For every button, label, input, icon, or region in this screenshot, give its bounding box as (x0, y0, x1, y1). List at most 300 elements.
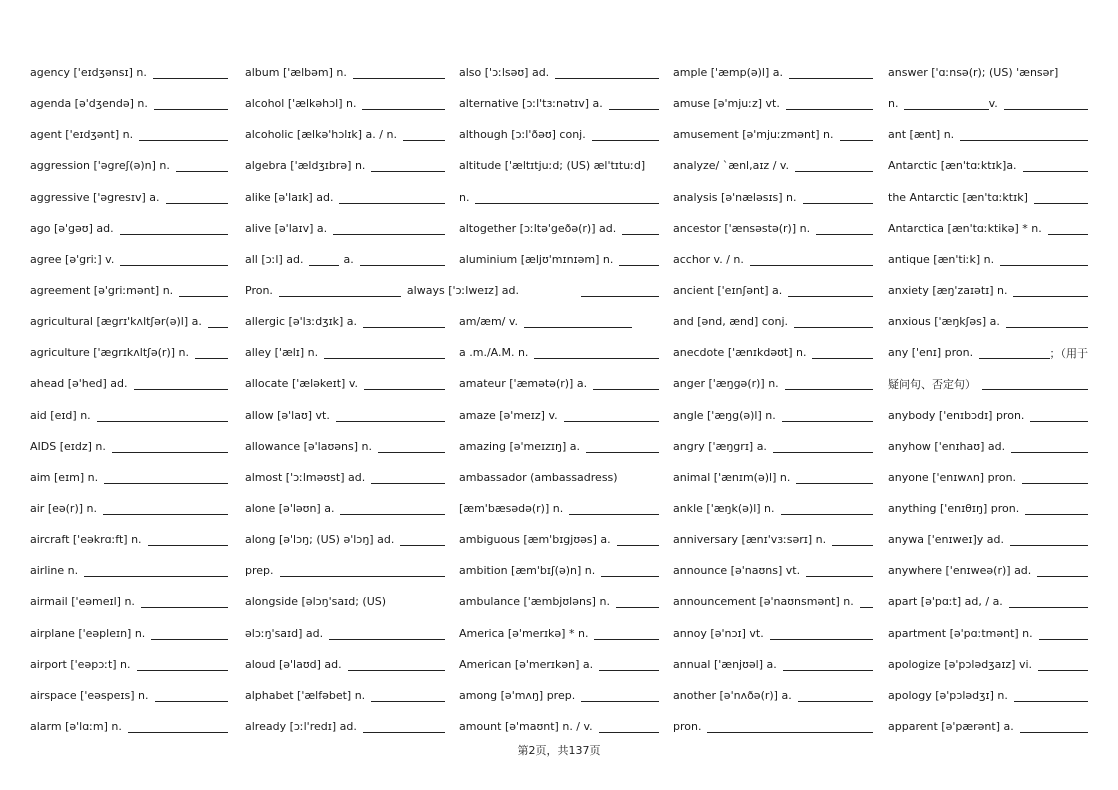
vocabulary-entry (245, 88, 445, 119)
entry-text: always ['ɔːlweɪz] ad. (406, 284, 519, 298)
answer-blank[interactable] (134, 377, 228, 390)
answer-blank[interactable] (982, 377, 1088, 390)
entry-text: along [ə'lɔŋ; (US) ə'lɔŋ] ad. (245, 533, 395, 547)
answer-blank[interactable] (904, 97, 988, 110)
vocabulary-entry (673, 431, 873, 462)
answer-blank[interactable] (592, 128, 659, 141)
vocabulary-entry (888, 275, 1088, 306)
entry-text: analyze/ `ænl,aɪz / v. (673, 159, 790, 173)
entry-text: n. (459, 190, 470, 204)
answer-blank[interactable] (795, 159, 873, 172)
vocabulary-entry (30, 150, 228, 181)
vocabulary-entry (245, 555, 445, 586)
vocabulary-entry (30, 213, 228, 244)
answer-blank[interactable] (586, 440, 659, 453)
entry-text: amount [ə'maʊnt] n. / v. (459, 720, 593, 734)
entry-text: already [ɔːl'redɪ] ad. (245, 720, 357, 734)
entry-text: annoy [ə'nɔɪ] vt. (673, 626, 764, 640)
answer-blank[interactable] (1000, 253, 1088, 266)
answer-blank[interactable] (179, 284, 228, 297)
entry-text: Antarctic [æn'tɑːktɪk]a. (888, 159, 1017, 173)
answer-blank[interactable] (840, 128, 873, 141)
entry-text: ant [ænt] n. (888, 128, 955, 142)
entry-text: altogether [ɔːltə'geðə(r)] ad. (459, 221, 617, 235)
answer-blank[interactable] (593, 377, 659, 390)
entry-text: Pron. (245, 284, 273, 298)
entry-text: n. (888, 97, 899, 111)
answer-blank[interactable] (1010, 533, 1088, 546)
vocabulary-entry (245, 493, 445, 524)
entry-text: aircraft ['eəkrɑːft] n. (30, 533, 142, 547)
answer-blank[interactable] (1038, 658, 1088, 671)
entry-text: almost ['ɔːlməʊst] ad. (245, 470, 366, 484)
answer-blank[interactable] (789, 66, 873, 79)
vocabulary-entry (888, 431, 1088, 462)
vocabulary-entry (459, 244, 659, 275)
word-column-1 (30, 57, 228, 742)
vocabulary-entry (673, 462, 873, 493)
entry-text: ancestor ['ænsəstə(r)] n. (673, 221, 811, 235)
entry-text: agricultural [ægrɪ'kʌltʃər(ə)l] a. (30, 315, 202, 329)
answer-blank[interactable] (798, 689, 873, 702)
entry-text: America [ə'merɪkə] * n. (459, 626, 589, 640)
answer-blank[interactable] (112, 440, 228, 453)
answer-blank[interactable] (581, 689, 659, 702)
answer-blank[interactable] (1014, 689, 1088, 702)
answer-blank[interactable] (581, 284, 659, 297)
entry-text: am/æm/ v. (459, 315, 519, 329)
entry-text: alcohol ['ælkəhɔl] n. (245, 97, 357, 111)
answer-blank[interactable] (340, 502, 445, 515)
vocabulary-entry (245, 119, 445, 150)
vocabulary-entry (245, 711, 445, 742)
answer-blank[interactable] (363, 720, 445, 733)
entry-text: alphabet ['ælfəbet] n. (245, 688, 366, 702)
answer-blank[interactable] (750, 253, 873, 266)
answer-blank[interactable] (960, 128, 1088, 141)
answer-blank[interactable] (364, 377, 445, 390)
entry-text: anger ['æŋgə(r)] n. (673, 377, 779, 391)
entry-text: annual ['ænjʊəl] a. (673, 657, 777, 671)
vocabulary-entry (673, 119, 873, 150)
entry-text: answer ['ɑːnsə(r); (US) 'ænsər] (888, 66, 1059, 80)
answer-blank[interactable] (524, 315, 632, 328)
entry-text: aggression ['əgreʃ(ə)n] n. (30, 159, 170, 173)
entry-text: amusement [ə'mjuːzmənt] n. (673, 128, 834, 142)
vocabulary-entry (245, 182, 445, 213)
entry-text: algebra ['ældʒɪbrə] n. (245, 159, 366, 173)
answer-blank[interactable] (781, 502, 873, 515)
entry-text: anybody ['enɪbɔdɪ] pron. (888, 408, 1025, 422)
answer-blank[interactable] (141, 595, 228, 608)
vocabulary-entry (245, 462, 445, 493)
entry-text: angry ['æŋgrɪ] a. (673, 439, 767, 453)
entry-text: apartment [ə'pɑːtmənt] n. (888, 626, 1033, 640)
answer-blank[interactable] (378, 440, 445, 453)
vocabulary-entry (30, 524, 228, 555)
entry-text: pron. (673, 720, 702, 734)
entry-text: anything ['enɪθɪŋ] pron. (888, 502, 1020, 516)
answer-blank[interactable] (788, 284, 873, 297)
answer-blank[interactable] (601, 564, 659, 577)
entry-text: and [ənd, ænd] conj. (673, 315, 789, 329)
answer-blank[interactable] (979, 346, 1049, 359)
vocabulary-entry (673, 555, 873, 586)
vocabulary-entry (30, 680, 228, 711)
entry-text: əlɔːŋ'saɪd] ad. (245, 626, 324, 640)
answer-blank[interactable] (120, 222, 228, 235)
answer-blank[interactable] (371, 159, 445, 172)
entry-text: ample ['æmp(ə)l] a. (673, 66, 784, 80)
vocabulary-entry (888, 524, 1088, 555)
answer-blank[interactable] (707, 720, 873, 733)
vocabulary-entry (673, 400, 873, 431)
answer-blank[interactable] (353, 66, 445, 79)
answer-blank[interactable] (599, 720, 659, 733)
answer-blank[interactable] (155, 689, 229, 702)
vocabulary-entry (459, 680, 659, 711)
vocabulary-entry (245, 431, 445, 462)
entry-text: announce [ə'naʊns] vt. (673, 564, 801, 578)
vocabulary-entry (888, 462, 1088, 493)
entry-text: anywhere ['enɪweə(r)] ad. (888, 564, 1032, 578)
vocabulary-entry (30, 368, 228, 399)
answer-blank[interactable] (1037, 564, 1088, 577)
entry-text: apparent [ə'pærənt] a. (888, 720, 1014, 734)
entry-text: alley ['ælɪ] n. (245, 346, 319, 360)
entry-text: ago [ə'gəʊ] ad. (30, 221, 114, 235)
entry-text: agent ['eɪdʒənt] n. (30, 128, 134, 142)
entry-text: anyhow ['enɪhaʊ] ad. (888, 439, 1006, 453)
entry-text: acchor v. / n. (673, 252, 744, 266)
answer-blank[interactable] (782, 409, 873, 422)
vocabulary-entry (30, 555, 228, 586)
entry-text: ambulance ['æmbjʊləns] n. (459, 595, 610, 609)
vocabulary-entry (245, 680, 445, 711)
vocabulary-entry (459, 618, 659, 649)
entry-text: airline n. (30, 564, 79, 578)
answer-blank[interactable] (120, 253, 228, 266)
vocabulary-entry (673, 244, 873, 275)
answer-blank[interactable] (400, 533, 445, 546)
answer-blank[interactable] (1030, 409, 1088, 422)
vocabulary-entry (245, 337, 445, 368)
vocabulary-entry (459, 431, 659, 462)
entry-text: alive [ə'laɪv] a. (245, 221, 328, 235)
answer-blank[interactable] (309, 253, 339, 266)
vocabulary-entry (459, 493, 659, 524)
vocabulary-entry (30, 182, 228, 213)
word-column-5 (888, 57, 1088, 742)
vocabulary-entry (673, 524, 873, 555)
vocabulary-entry (673, 275, 873, 306)
vocabulary-entry (888, 368, 1088, 399)
vocabulary-entry (888, 649, 1088, 680)
vocabulary-entry (673, 150, 873, 181)
answer-blank[interactable] (153, 66, 228, 79)
answer-blank[interactable] (329, 627, 445, 640)
vocabulary-entry (888, 88, 1088, 119)
answer-blank[interactable] (786, 97, 873, 110)
vocabulary-entry (888, 119, 1088, 150)
answer-blank[interactable] (1020, 720, 1088, 733)
entry-text: allergic [ə'lɜːdʒɪk] a. (245, 315, 358, 329)
answer-blank[interactable] (1023, 159, 1088, 172)
answer-blank[interactable] (475, 191, 659, 204)
vocabulary-entry (888, 400, 1088, 431)
vocabulary-entry (888, 618, 1088, 649)
answer-blank[interactable] (1009, 595, 1088, 608)
page-number: 第2页，共137页 (517, 744, 601, 757)
answer-blank[interactable] (97, 409, 228, 422)
vocabulary-entry (888, 244, 1088, 275)
vocabulary-entry (673, 493, 873, 524)
entry-text: although [ɔːl'ðəʊ] conj. (459, 128, 586, 142)
entry-text: airspace ['eəspeɪs] n. (30, 688, 149, 702)
entry-text: a. (343, 252, 354, 266)
vocabulary-entry (459, 711, 659, 742)
answer-blank[interactable] (816, 222, 873, 235)
answer-blank[interactable] (794, 315, 873, 328)
vocabulary-entry (888, 337, 1088, 368)
answer-blank[interactable] (280, 564, 445, 577)
vocabulary-entry (459, 555, 659, 586)
entry-text: anywa ['enɪweɪ]y ad. (888, 533, 1004, 547)
vocabulary-entry (459, 88, 659, 119)
answer-blank[interactable] (166, 191, 228, 204)
entry-text: prep. (245, 564, 274, 578)
vocabulary-entry (459, 213, 659, 244)
entry-text: airport ['eəpɔːt] n. (30, 657, 131, 671)
vocabulary-entry (245, 213, 445, 244)
vocabulary-entry (459, 275, 659, 306)
answer-blank[interactable] (371, 471, 445, 484)
entry-text: airmail ['eəmeɪl] n. (30, 595, 135, 609)
answer-blank[interactable] (324, 346, 445, 359)
vocabulary-entry (673, 586, 873, 617)
answer-blank[interactable] (609, 97, 659, 110)
answer-blank[interactable] (1006, 315, 1088, 328)
entry-text: v. (988, 97, 998, 111)
answer-blank[interactable] (154, 97, 228, 110)
entry-text: aluminium [æljʊ'mɪnɪəm] n. (459, 252, 614, 266)
vocabulary-entry (459, 400, 659, 431)
answer-blank[interactable] (569, 502, 659, 515)
entry-text: apologize [ə'pɔlədʒaɪz] vi. (888, 657, 1033, 671)
entry-text: anecdote ['ænɪkdəʊt] n. (673, 346, 807, 360)
answer-blank[interactable] (208, 315, 228, 328)
answer-blank[interactable] (773, 440, 873, 453)
vocabulary-entry (30, 462, 228, 493)
entry-text: agreement [ə'griːmənt] n. (30, 284, 174, 298)
vocabulary-entry (459, 150, 659, 181)
answer-blank[interactable] (803, 191, 873, 204)
entry-text: anniversary [ænɪ'vɜːsərɪ] n. (673, 533, 827, 547)
entry-text: among [ə'mʌŋ] prep. (459, 688, 576, 702)
answer-blank[interactable] (348, 658, 445, 671)
answer-blank[interactable] (1025, 502, 1088, 515)
vocabulary-entry (245, 524, 445, 555)
vocabulary-entry (673, 88, 873, 119)
answer-blank[interactable] (796, 471, 873, 484)
answer-blank[interactable] (1011, 440, 1088, 453)
vocabulary-entry (459, 524, 659, 555)
vocabulary-entry (888, 493, 1088, 524)
answer-blank[interactable] (104, 471, 228, 484)
entry-text: also ['ɔːlsəʊ] ad. (459, 66, 550, 80)
vocabulary-entry (245, 586, 445, 617)
answer-blank[interactable] (371, 689, 445, 702)
answer-blank[interactable] (1048, 222, 1088, 235)
answer-blank[interactable] (1013, 284, 1088, 297)
vocabulary-entry (245, 244, 445, 275)
entry-text: agriculture ['ægrɪkʌltʃə(r)] n. (30, 346, 189, 360)
answer-blank[interactable] (622, 222, 659, 235)
vocabulary-entry (245, 275, 519, 306)
entry-text: alcoholic [ælkə'hɔlɪk] a. / n. (245, 128, 397, 142)
entry-text: airplane ['eəpleɪn] n. (30, 626, 146, 640)
entry-text: aim [eɪm] n. (30, 470, 99, 484)
entry-text: the Antarctic [æn'tɑːktɪk] (888, 190, 1028, 204)
answer-blank[interactable] (137, 658, 228, 671)
answer-blank[interactable] (785, 377, 873, 390)
answer-blank[interactable] (555, 66, 659, 79)
entry-text: agree [ə'griː] v. (30, 252, 115, 266)
entry-text: altitude ['æltɪtjuːd; (US) æl'tɪtuːd] (459, 159, 646, 173)
entry-text: ankle ['æŋk(ə)l] n. (673, 502, 775, 516)
answer-blank[interactable] (616, 595, 659, 608)
vocabulary-entry (30, 586, 228, 617)
entry-text: another [ə'nʌðə(r)] a. (673, 688, 792, 702)
vocabulary-entry (459, 586, 659, 617)
answer-blank[interactable] (333, 222, 445, 235)
entry-text: any ['enɪ] pron. (888, 346, 974, 360)
answer-blank[interactable] (770, 627, 873, 640)
vocabulary-entry (245, 306, 445, 337)
answer-blank[interactable] (362, 97, 445, 110)
vocabulary-entry (245, 368, 445, 399)
answer-blank[interactable] (195, 346, 228, 359)
entry-text: alarm [ə'lɑːm] n. (30, 720, 122, 734)
vocabulary-entry (459, 368, 659, 399)
entry-text: amateur ['æmətə(r)] a. (459, 377, 588, 391)
vocabulary-entry (30, 306, 228, 337)
answer-blank[interactable] (139, 128, 228, 141)
answer-blank[interactable] (363, 315, 445, 328)
vocabulary-entry (888, 213, 1088, 244)
vocabulary-entry (30, 618, 228, 649)
answer-blank[interactable] (336, 409, 445, 422)
vocabulary-entry (30, 711, 228, 742)
entry-text: allow [ə'laʊ] vt. (245, 408, 330, 422)
answer-blank[interactable] (279, 284, 401, 297)
answer-blank[interactable] (783, 658, 873, 671)
vocabulary-entry (673, 649, 873, 680)
vocabulary-entry (245, 618, 445, 649)
word-column-3 (459, 57, 659, 742)
vocabulary-entry (245, 150, 445, 181)
entry-text: a .m./A.M. n. (459, 346, 529, 360)
answer-blank[interactable] (594, 627, 659, 640)
entry-text: aggressive ['əgresɪv] a. (30, 190, 160, 204)
vocabulary-entry (888, 711, 1088, 742)
vocabulary-entry (673, 680, 873, 711)
vocabulary-entry (673, 711, 873, 742)
entry-text: antique [æn'tiːk] n. (888, 252, 995, 266)
answer-blank[interactable] (1022, 471, 1088, 484)
answer-blank[interactable] (832, 533, 873, 546)
entry-text: apology [ə'pɔlədʒɪ] n. (888, 688, 1008, 702)
entry-text: album ['ælbəm] n. (245, 66, 347, 80)
entry-text: animal ['ænɪm(ə)l] n. (673, 470, 791, 484)
answer-blank[interactable] (128, 720, 228, 733)
entry-text: amazing [ə'meɪzɪŋ] a. (459, 439, 580, 453)
answer-blank[interactable] (564, 409, 659, 422)
entry-text: alike [ə'laɪk] ad. (245, 190, 334, 204)
answer-blank[interactable] (151, 627, 228, 640)
entry-text: 疑问句、否定句） (888, 377, 976, 391)
vocabulary-entry (30, 649, 228, 680)
vocabulary-entry (673, 306, 873, 337)
answer-blank[interactable] (860, 595, 873, 608)
entry-text: ambition [æm'bɪʃ(ə)n] n. (459, 564, 596, 578)
answer-blank[interactable] (148, 533, 228, 546)
entry-text: aid [eɪd] n. (30, 408, 91, 422)
answer-blank[interactable] (84, 564, 228, 577)
entry-text: alternative [ɔːl'tɜːnətɪv] a. (459, 97, 603, 111)
answer-blank[interactable] (1039, 627, 1088, 640)
answer-blank[interactable] (534, 346, 659, 359)
answer-blank[interactable] (1034, 191, 1088, 204)
entry-text: agenda [ə'dʒendə] n. (30, 97, 148, 111)
entry-text: amuse [ə'mjuːz] vt. (673, 97, 780, 111)
entry-text: amaze [ə'meɪz] v. (459, 408, 558, 422)
answer-blank[interactable] (1004, 97, 1088, 110)
answer-blank[interactable] (617, 533, 659, 546)
answer-blank[interactable] (339, 191, 445, 204)
entry-text: air [eə(r)] n. (30, 502, 98, 516)
vocabulary-entry (888, 306, 1088, 337)
entry-text: ；（用于 (1049, 346, 1088, 360)
vocabulary-entry (673, 57, 873, 88)
answer-blank[interactable] (360, 253, 445, 266)
answer-blank[interactable] (806, 564, 873, 577)
entry-text: ambassador (ambassadress) (459, 470, 618, 484)
answer-blank[interactable] (176, 159, 228, 172)
vocabulary-entry (888, 150, 1088, 181)
answer-blank[interactable] (103, 502, 228, 515)
vocabulary-entry (459, 182, 659, 213)
vocabulary-entry (459, 649, 659, 680)
vocabulary-entry (30, 493, 228, 524)
vocabulary-entry (245, 57, 445, 88)
vocabulary-entry (673, 213, 873, 244)
answer-blank[interactable] (599, 658, 659, 671)
vocabulary-entry (30, 88, 228, 119)
word-column-4 (673, 57, 873, 742)
vocabulary-entry (30, 244, 228, 275)
entry-text: [æm'bæsədə(r)] n. (459, 502, 564, 516)
vocabulary-entry (30, 337, 228, 368)
answer-blank[interactable] (619, 253, 659, 266)
vocabulary-entry (30, 119, 228, 150)
entry-text: allowance [ə'laʊəns] n. (245, 439, 373, 453)
answer-blank[interactable] (812, 346, 873, 359)
entry-text: AIDS [eɪdz] n. (30, 439, 106, 453)
vocabulary-entry (459, 306, 659, 337)
vocabulary-entry (888, 555, 1088, 586)
answer-blank[interactable] (403, 128, 445, 141)
